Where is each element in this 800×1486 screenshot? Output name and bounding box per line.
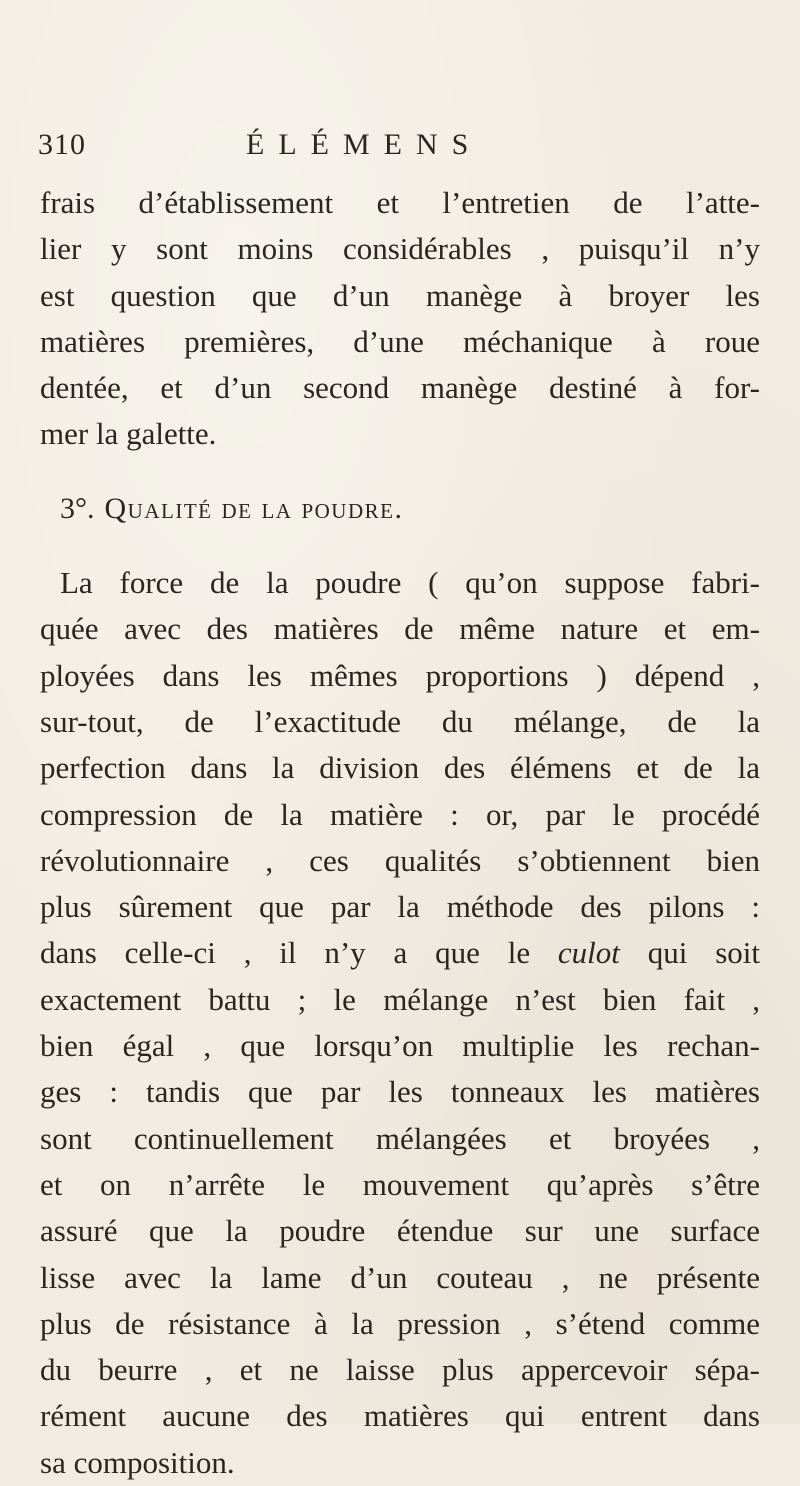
text-line: du beurre , et ne laisse plus appercevoir sépa- — [40, 1352, 760, 1388]
text-line: ges : tandis que par les tonneaux les matières — [40, 1074, 760, 1110]
section-heading — [40, 486, 760, 532]
text-line: révolutionnaire , ces qualités s’obtiennent bien — [40, 842, 760, 878]
text-line: perfection dans la division des élémens et de la — [40, 750, 760, 786]
text-line: frais d’établissement et l’entretien de l’atte- — [40, 185, 760, 220]
section-number: 3°. — [60, 491, 95, 525]
text-line: bien égal , que lorsqu’on multiplie les rechan- — [40, 1028, 760, 1064]
text-line: est question que d’un manège à broyer les — [40, 277, 760, 313]
text-line-with-italic — [40, 930, 760, 976]
italic-word-culot: culot — [557, 935, 620, 971]
text-line: et on n’arrête le mouvement qu’après s’être — [40, 1166, 760, 1202]
text-line: rément aucune des matières qui entrent dans — [40, 1398, 760, 1434]
running-title: ÉLÉMENS — [246, 128, 483, 161]
page-header — [38, 128, 758, 168]
text-line: lier y sont moins considérables , puisqu’il n’y — [40, 231, 760, 267]
text-line: plus sûrement que par la méthode des pilons : — [40, 889, 760, 925]
text-line: sa composition. — [40, 1444, 235, 1480]
paragraph-continuation — [40, 180, 760, 458]
section-title: Qualité de la poudre. — [104, 491, 404, 525]
text-line: La force de la poudre ( qu’on suppose fabri- — [60, 565, 760, 601]
text-segment: qui soit — [619, 935, 760, 971]
text-segment: dans celle-ci , il n’y a que le — [40, 935, 558, 971]
text-line: dentée, et d’un second manège destiné à for- — [40, 370, 760, 406]
text-line: sont continuellement mélangées et broyées , — [40, 1120, 760, 1156]
text-line: exactement battu ; le mélange n’est bien fait , — [40, 981, 760, 1017]
text-line: plus de résistance à la pression , s’étend comme — [40, 1305, 760, 1341]
paragraph-main — [40, 560, 760, 1486]
page-body — [40, 180, 760, 1486]
text-line: compression de la matière : or, par le procédé — [40, 796, 760, 832]
text-line: lisse avec la lame d’un couteau , ne présente — [40, 1259, 760, 1295]
text-line: sur-tout, de l’exactitude du mélange, de la — [40, 703, 760, 739]
text-line: ployées dans les mêmes proportions ) dépend , — [40, 657, 760, 693]
text-line: quée avec des matières de même nature et em- — [40, 611, 760, 647]
text-line: matières premières, d’une méchanique à roue — [40, 323, 760, 359]
text-line: assuré que la poudre étendue sur une surface — [40, 1213, 760, 1249]
page-number: 310 — [38, 128, 86, 161]
text-line: mer la galette. — [40, 416, 217, 452]
